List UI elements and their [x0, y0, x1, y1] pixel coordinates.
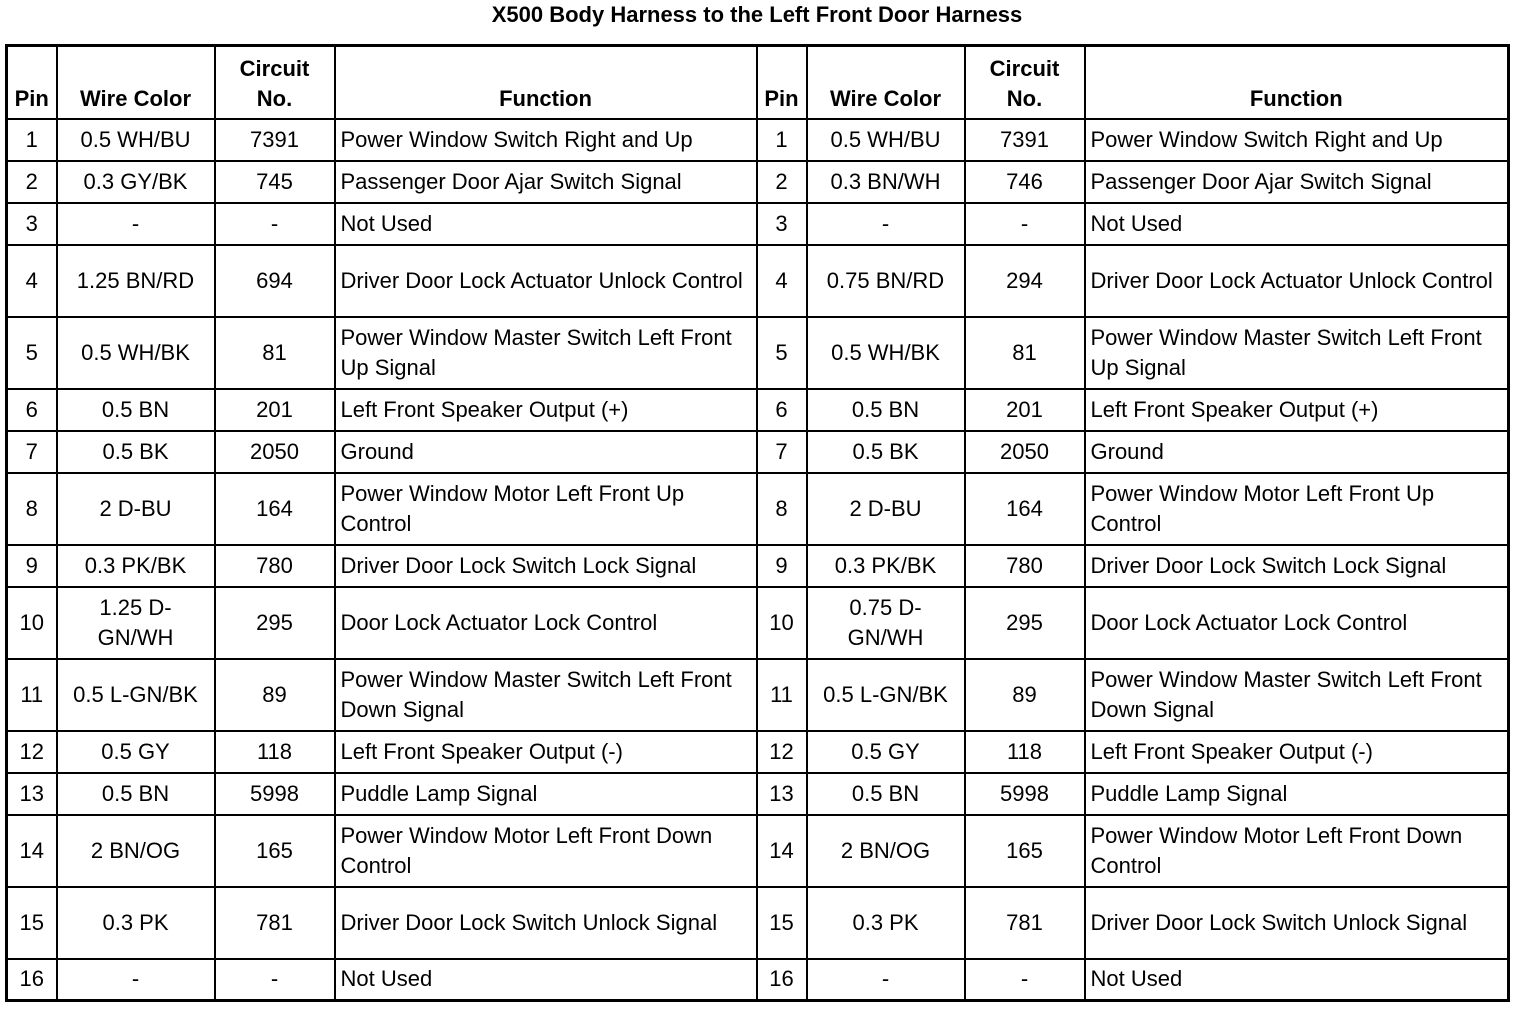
table-row	[7, 773, 1509, 815]
left-circuit-cell: -	[215, 203, 335, 245]
right-circuit-cell: 746	[965, 161, 1085, 203]
table-row	[7, 545, 1509, 587]
right-wire-color-cell: 0.5 L-GN/BK	[807, 659, 965, 731]
left-function-cell: Power Window Master Switch Left Front Down Signal	[335, 659, 757, 731]
right-wire-color-cell: 0.5 BN	[807, 773, 965, 815]
header-row	[7, 46, 1509, 119]
left-pin-cell: 5	[7, 317, 57, 389]
right-pin-cell: 6	[757, 389, 807, 431]
table-row	[7, 587, 1509, 659]
right-wire-color-header: Wire Color	[807, 46, 965, 119]
table-row	[7, 431, 1509, 473]
right-pin-header: Pin	[757, 46, 807, 119]
left-pin-cell: 6	[7, 389, 57, 431]
right-function-cell: Not Used	[1085, 203, 1509, 245]
left-pin-cell: 12	[7, 731, 57, 773]
right-function-cell: Puddle Lamp Signal	[1085, 773, 1509, 815]
left-function-cell: Power Window Switch Right and Up	[335, 119, 757, 161]
right-function-cell: Driver Door Lock Switch Unlock Signal	[1085, 887, 1509, 959]
left-circuit-cell: 781	[215, 887, 335, 959]
left-wire-color-cell: 0.5 BN	[57, 389, 215, 431]
left-wire-color-cell: 0.3 GY/BK	[57, 161, 215, 203]
right-function-cell: Not Used	[1085, 959, 1509, 1001]
right-function-cell: Power Window Switch Right and Up	[1085, 119, 1509, 161]
left-pin-cell: 2	[7, 161, 57, 203]
table-row	[7, 887, 1509, 959]
left-wire-color-cell: -	[57, 203, 215, 245]
left-function-cell: Power Window Master Switch Left Front Up Signal	[335, 317, 757, 389]
right-function-cell: Power Window Motor Left Front Up Control	[1085, 473, 1509, 545]
left-circuit-cell: 201	[215, 389, 335, 431]
right-wire-color-cell: 2 BN/OG	[807, 815, 965, 887]
right-wire-color-cell: 0.3 PK/BK	[807, 545, 965, 587]
left-wire-color-cell: 0.5 WH/BU	[57, 119, 215, 161]
right-pin-cell: 9	[757, 545, 807, 587]
right-pin-cell: 4	[757, 245, 807, 317]
right-pin-cell: 8	[757, 473, 807, 545]
left-wire-color-cell: -	[57, 959, 215, 1001]
left-pin-cell: 11	[7, 659, 57, 731]
left-circuit-header	[215, 46, 335, 119]
left-pin-cell: 16	[7, 959, 57, 1001]
right-pin-cell: 14	[757, 815, 807, 887]
left-circuit-cell: 2050	[215, 431, 335, 473]
left-circuit-cell: 81	[215, 317, 335, 389]
right-circuit-header	[965, 46, 1085, 119]
right-pin-cell: 7	[757, 431, 807, 473]
right-circuit-cell: 118	[965, 731, 1085, 773]
left-circuit-cell: 7391	[215, 119, 335, 161]
right-wire-color-cell: 0.75 BN/RD	[807, 245, 965, 317]
left-pin-cell: 4	[7, 245, 57, 317]
right-function-cell: Door Lock Actuator Lock Control	[1085, 587, 1509, 659]
left-function-cell: Not Used	[335, 959, 757, 1001]
left-function-cell: Not Used	[335, 203, 757, 245]
right-circuit-header-line2: No.	[1006, 85, 1043, 111]
right-pin-cell: 12	[757, 731, 807, 773]
left-function-cell: Power Window Motor Left Front Down Control	[335, 815, 757, 887]
left-function-cell: Ground	[335, 431, 757, 473]
right-function-cell: Ground	[1085, 431, 1509, 473]
connector-table	[5, 44, 1510, 1002]
right-wire-color-cell: 0.5 WH/BU	[807, 119, 965, 161]
right-wire-color-cell: 0.5 GY	[807, 731, 965, 773]
right-wire-color-cell: 0.3 PK	[807, 887, 965, 959]
left-circuit-cell: 165	[215, 815, 335, 887]
right-circuit-cell: 89	[965, 659, 1085, 731]
right-pin-cell: 10	[757, 587, 807, 659]
left-wire-color-cell: 0.5 L-GN/BK	[57, 659, 215, 731]
table-row	[7, 203, 1509, 245]
table-row	[7, 389, 1509, 431]
left-function-cell: Driver Door Lock Switch Lock Signal	[335, 545, 757, 587]
left-function-cell: Puddle Lamp Signal	[335, 773, 757, 815]
right-function-cell: Power Window Motor Left Front Down Control	[1085, 815, 1509, 887]
right-pin-cell: 16	[757, 959, 807, 1001]
left-function-cell: Driver Door Lock Switch Unlock Signal	[335, 887, 757, 959]
right-circuit-cell: -	[965, 203, 1085, 245]
left-wire-color-cell: 1.25 D-GN/WH	[57, 587, 215, 659]
right-circuit-cell: 295	[965, 587, 1085, 659]
left-pin-cell: 3	[7, 203, 57, 245]
left-wire-color-cell: 2 D-BU	[57, 473, 215, 545]
right-circuit-cell: -	[965, 959, 1085, 1001]
left-wire-color-cell: 0.5 WH/BK	[57, 317, 215, 389]
right-function-cell: Power Window Master Switch Left Front Up Signal	[1085, 317, 1509, 389]
right-circuit-cell: 5998	[965, 773, 1085, 815]
left-wire-color-cell: 1.25 BN/RD	[57, 245, 215, 317]
right-circuit-header-line1: Circuit	[989, 55, 1060, 81]
right-circuit-cell: 2050	[965, 431, 1085, 473]
right-function-cell: Passenger Door Ajar Switch Signal	[1085, 161, 1509, 203]
left-function-cell: Driver Door Lock Actuator Unlock Control	[335, 245, 757, 317]
left-function-cell: Left Front Speaker Output (+)	[335, 389, 757, 431]
left-pin-cell: 8	[7, 473, 57, 545]
right-pin-cell: 2	[757, 161, 807, 203]
right-circuit-cell: 294	[965, 245, 1085, 317]
right-function-cell: Driver Door Lock Actuator Unlock Control	[1085, 245, 1509, 317]
left-wire-color-cell: 0.5 BN	[57, 773, 215, 815]
left-pin-cell: 1	[7, 119, 57, 161]
right-circuit-cell: 7391	[965, 119, 1085, 161]
right-wire-color-cell: 0.5 BK	[807, 431, 965, 473]
left-circuit-cell: 5998	[215, 773, 335, 815]
right-wire-color-cell: 0.75 D-GN/WH	[807, 587, 965, 659]
table-row	[7, 161, 1509, 203]
right-wire-color-cell: 0.3 BN/WH	[807, 161, 965, 203]
right-pin-cell: 15	[757, 887, 807, 959]
left-pin-cell: 10	[7, 587, 57, 659]
right-function-cell: Power Window Master Switch Left Front Down Signal	[1085, 659, 1509, 731]
left-circuit-cell: 780	[215, 545, 335, 587]
right-wire-color-cell: 0.5 BN	[807, 389, 965, 431]
table-row	[7, 815, 1509, 887]
right-function-header: Function	[1085, 46, 1509, 119]
right-pin-cell: 11	[757, 659, 807, 731]
left-function-cell: Left Front Speaker Output (-)	[335, 731, 757, 773]
left-circuit-cell: 745	[215, 161, 335, 203]
left-circuit-header-line2: No.	[256, 85, 293, 111]
left-pin-cell: 14	[7, 815, 57, 887]
right-wire-color-cell: 0.5 WH/BK	[807, 317, 965, 389]
left-circuit-cell: -	[215, 959, 335, 1001]
left-wire-color-cell: 0.3 PK/BK	[57, 545, 215, 587]
left-wire-color-header: Wire Color	[57, 46, 215, 119]
left-circuit-cell: 118	[215, 731, 335, 773]
left-wire-color-cell: 2 BN/OG	[57, 815, 215, 887]
table-row	[7, 959, 1509, 1001]
left-function-cell: Passenger Door Ajar Switch Signal	[335, 161, 757, 203]
left-circuit-cell: 164	[215, 473, 335, 545]
left-function-cell: Door Lock Actuator Lock Control	[335, 587, 757, 659]
left-circuit-cell: 295	[215, 587, 335, 659]
table-row	[7, 731, 1509, 773]
right-pin-cell: 1	[757, 119, 807, 161]
left-circuit-cell: 89	[215, 659, 335, 731]
left-pin-cell: 9	[7, 545, 57, 587]
table-title: X500 Body Harness to the Left Front Door Harness	[491, 2, 1023, 27]
right-circuit-cell: 164	[965, 473, 1085, 545]
left-circuit-header-line1: Circuit	[239, 55, 310, 81]
table-row	[7, 317, 1509, 389]
left-wire-color-cell: 0.5 GY	[57, 731, 215, 773]
right-pin-cell: 13	[757, 773, 807, 815]
right-function-cell: Left Front Speaker Output (-)	[1085, 731, 1509, 773]
right-wire-color-cell: -	[807, 959, 965, 1001]
table-row	[7, 245, 1509, 317]
table-row	[7, 473, 1509, 545]
right-wire-color-cell: 2 D-BU	[807, 473, 965, 545]
left-wire-color-cell: 0.3 PK	[57, 887, 215, 959]
right-function-cell: Left Front Speaker Output (+)	[1085, 389, 1509, 431]
left-pin-cell: 13	[7, 773, 57, 815]
table-row	[7, 119, 1509, 161]
right-wire-color-cell: -	[807, 203, 965, 245]
left-pin-cell: 7	[7, 431, 57, 473]
right-pin-cell: 3	[757, 203, 807, 245]
right-circuit-cell: 201	[965, 389, 1085, 431]
left-pin-header: Pin	[7, 46, 57, 119]
table-row	[7, 659, 1509, 731]
left-wire-color-cell: 0.5 BK	[57, 431, 215, 473]
left-circuit-cell: 694	[215, 245, 335, 317]
right-circuit-cell: 165	[965, 815, 1085, 887]
left-function-header: Function	[335, 46, 757, 119]
right-circuit-cell: 81	[965, 317, 1085, 389]
left-function-cell: Power Window Motor Left Front Up Control	[335, 473, 757, 545]
left-pin-cell: 15	[7, 887, 57, 959]
right-circuit-cell: 781	[965, 887, 1085, 959]
right-circuit-cell: 780	[965, 545, 1085, 587]
right-function-cell: Driver Door Lock Switch Lock Signal	[1085, 545, 1509, 587]
right-pin-cell: 5	[757, 317, 807, 389]
